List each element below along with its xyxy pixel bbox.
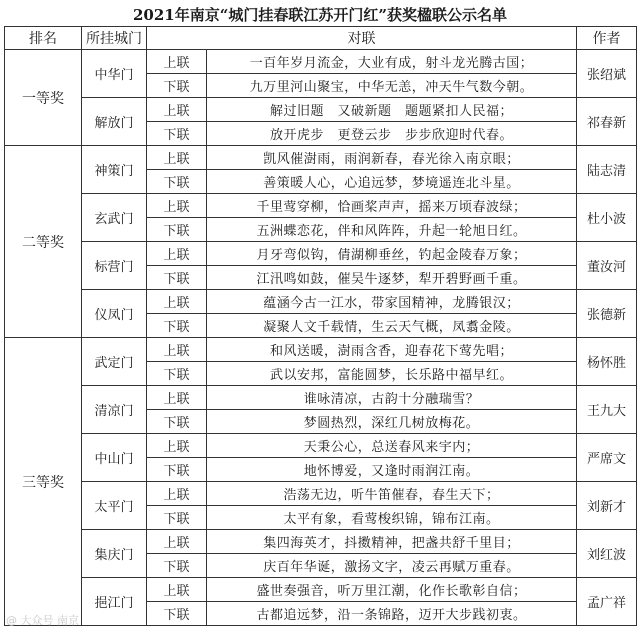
upper-label: 上联 <box>147 50 207 74</box>
couplet-upper-text: 月牙弯似钩，倩湖柳垂丝，钓起金陵春万象； <box>207 242 577 266</box>
upper-label: 上联 <box>147 242 207 266</box>
couplet-upper-text: 千里莺穿柳，恰画桨声声，摇来万顷春波绿； <box>207 194 577 218</box>
couplet-row-upper <box>5 146 637 170</box>
lower-label: 下联 <box>147 170 207 194</box>
couplet-lower-text: 凝聚人文千载情，生云天气概，凤翥金陵。 <box>207 314 577 338</box>
couplet-row-upper <box>5 578 637 602</box>
couplet-row-upper <box>5 434 637 458</box>
author-cell: 祁春新 <box>577 98 637 146</box>
couplet-row-upper <box>5 242 637 266</box>
gate-cell: 中山门 <box>82 434 147 482</box>
couplet-lower-text: 五洲蝶恋花，伴和风阵阵，升起一轮旭日红。 <box>207 218 577 242</box>
rank-cell: 一等奖 <box>5 50 82 146</box>
rank-cell: 三等奖 <box>5 338 82 626</box>
couplet-lower-text: 庆百年华诞，激扬文字，凌云再赋万重春。 <box>207 554 577 578</box>
couplet-lower-text: 江汛鸣如鼓，催吴牛逐梦，犁开碧野画千重。 <box>207 266 577 290</box>
couplet-upper-text: 集四海英才，抖擞精神，把盏共舒千里目； <box>207 530 577 554</box>
gate-cell: 标营门 <box>82 242 147 290</box>
author-cell: 张德新 <box>577 290 637 338</box>
lower-label: 下联 <box>147 314 207 338</box>
couplet-upper-text: 凯风催澍雨，雨润新春，春光徐入南京眼； <box>207 146 577 170</box>
header-rank: 排名 <box>5 27 82 50</box>
gate-cell: 太平门 <box>82 482 147 530</box>
author-cell: 陆志清 <box>577 146 637 194</box>
upper-label: 上联 <box>147 146 207 170</box>
upper-label: 上联 <box>147 194 207 218</box>
lower-label: 下联 <box>147 602 207 626</box>
couplet-upper-text: 谁咏清凉，古韵十分融瑞雪？ <box>207 386 577 410</box>
couplet-row-upper <box>5 50 637 74</box>
couplet-row-upper <box>5 338 637 362</box>
couplet-row-upper <box>5 386 637 410</box>
lower-label: 下联 <box>147 74 207 98</box>
lower-label: 下联 <box>147 458 207 482</box>
couplet-row-upper <box>5 530 637 554</box>
gate-cell: 玄武门 <box>82 194 147 242</box>
awards-table <box>4 26 637 626</box>
couplet-row-upper <box>5 290 637 314</box>
couplet-lower-text: 太平有象，看莺梭织锦，锦布江南。 <box>207 506 577 530</box>
couplet-upper-text: 解过旧题 又破新题 题题紧扣人民福； <box>207 98 577 122</box>
couplet-row-upper <box>5 482 637 506</box>
lower-label: 下联 <box>147 362 207 386</box>
couplet-lower-text: 梦圆热烈，深红几树放梅花。 <box>207 410 577 434</box>
upper-label: 上联 <box>147 578 207 602</box>
couplet-lower-text: 九万里河山聚宝，中华无恙，冲天牛气数今朝。 <box>207 74 577 98</box>
couplet-upper-text: 和风送暖，澍雨含香，迎春花下莺先唱； <box>207 338 577 362</box>
gate-cell: 中华门 <box>82 50 147 98</box>
header-couplet: 对联 <box>147 27 577 50</box>
author-cell: 王九大 <box>577 386 637 434</box>
author-cell: 杨怀胜 <box>577 338 637 386</box>
couplet-upper-text: 一百年岁月流金，大业有成，射斗龙光腾古国； <box>207 50 577 74</box>
couplet-lower-text: 古都追远梦，沿一条锦路，迈开大步践初衷。 <box>207 602 577 626</box>
upper-label: 上联 <box>147 338 207 362</box>
couplet-upper-text: 蕴涵今古一江水，带家国精神，龙腾银汉； <box>207 290 577 314</box>
watermark: @ 大众号 南京 <box>6 614 79 627</box>
gate-cell: 集庆门 <box>82 530 147 578</box>
header-row <box>5 27 637 50</box>
page-title: 2021年南京“城门挂春联江苏开门红”获奖楹联公示名单 <box>132 6 507 24</box>
author-cell: 张绍斌 <box>577 50 637 98</box>
lower-label: 下联 <box>147 218 207 242</box>
gate-cell: 神策门 <box>82 146 147 194</box>
upper-label: 上联 <box>147 482 207 506</box>
couplet-row-upper <box>5 194 637 218</box>
couplet-lower-text: 武以安邦，富能圆梦，长乐路中福早红。 <box>207 362 577 386</box>
rank-cell: 二等奖 <box>5 146 82 338</box>
author-cell: 孟广祥 <box>577 578 637 626</box>
upper-label: 上联 <box>147 386 207 410</box>
couplet-lower-text: 放开虎步 更登云步 步步欣迎时代春。 <box>207 122 577 146</box>
gate-cell: 武定门 <box>82 338 147 386</box>
couplet-lower-text: 地怀博爱，又逢时雨润江南。 <box>207 458 577 482</box>
lower-label: 下联 <box>147 122 207 146</box>
upper-label: 上联 <box>147 98 207 122</box>
couplet-upper-text: 盛世奏强音，听万里江潮，化作长歌彰自信； <box>207 578 577 602</box>
header-gate: 所挂城门 <box>82 27 147 50</box>
author-cell: 刘新才 <box>577 482 637 530</box>
author-cell: 杜小波 <box>577 194 637 242</box>
awards-body <box>5 50 637 626</box>
author-cell: 董汝河 <box>577 242 637 290</box>
couplet-row-upper <box>5 98 637 122</box>
lower-label: 下联 <box>147 410 207 434</box>
upper-label: 上联 <box>147 530 207 554</box>
upper-label: 上联 <box>147 434 207 458</box>
gate-cell: 解放门 <box>82 98 147 146</box>
gate-cell: 挹江门 <box>82 578 147 626</box>
gate-cell: 仪凤门 <box>82 290 147 338</box>
author-cell: 严席文 <box>577 434 637 482</box>
couplet-lower-text: 善策暖人心，心追远梦，梦境遥连北斗星。 <box>207 170 577 194</box>
lower-label: 下联 <box>147 266 207 290</box>
author-cell: 刘红波 <box>577 530 637 578</box>
header-author: 作者 <box>577 27 637 50</box>
upper-label: 上联 <box>147 290 207 314</box>
gate-cell: 清凉门 <box>82 386 147 434</box>
lower-label: 下联 <box>147 506 207 530</box>
couplet-upper-text: 天秉公心，总送春风来宇内； <box>207 434 577 458</box>
couplet-upper-text: 浩荡无边，听牛笛催春，春生天下； <box>207 482 577 506</box>
lower-label: 下联 <box>147 554 207 578</box>
